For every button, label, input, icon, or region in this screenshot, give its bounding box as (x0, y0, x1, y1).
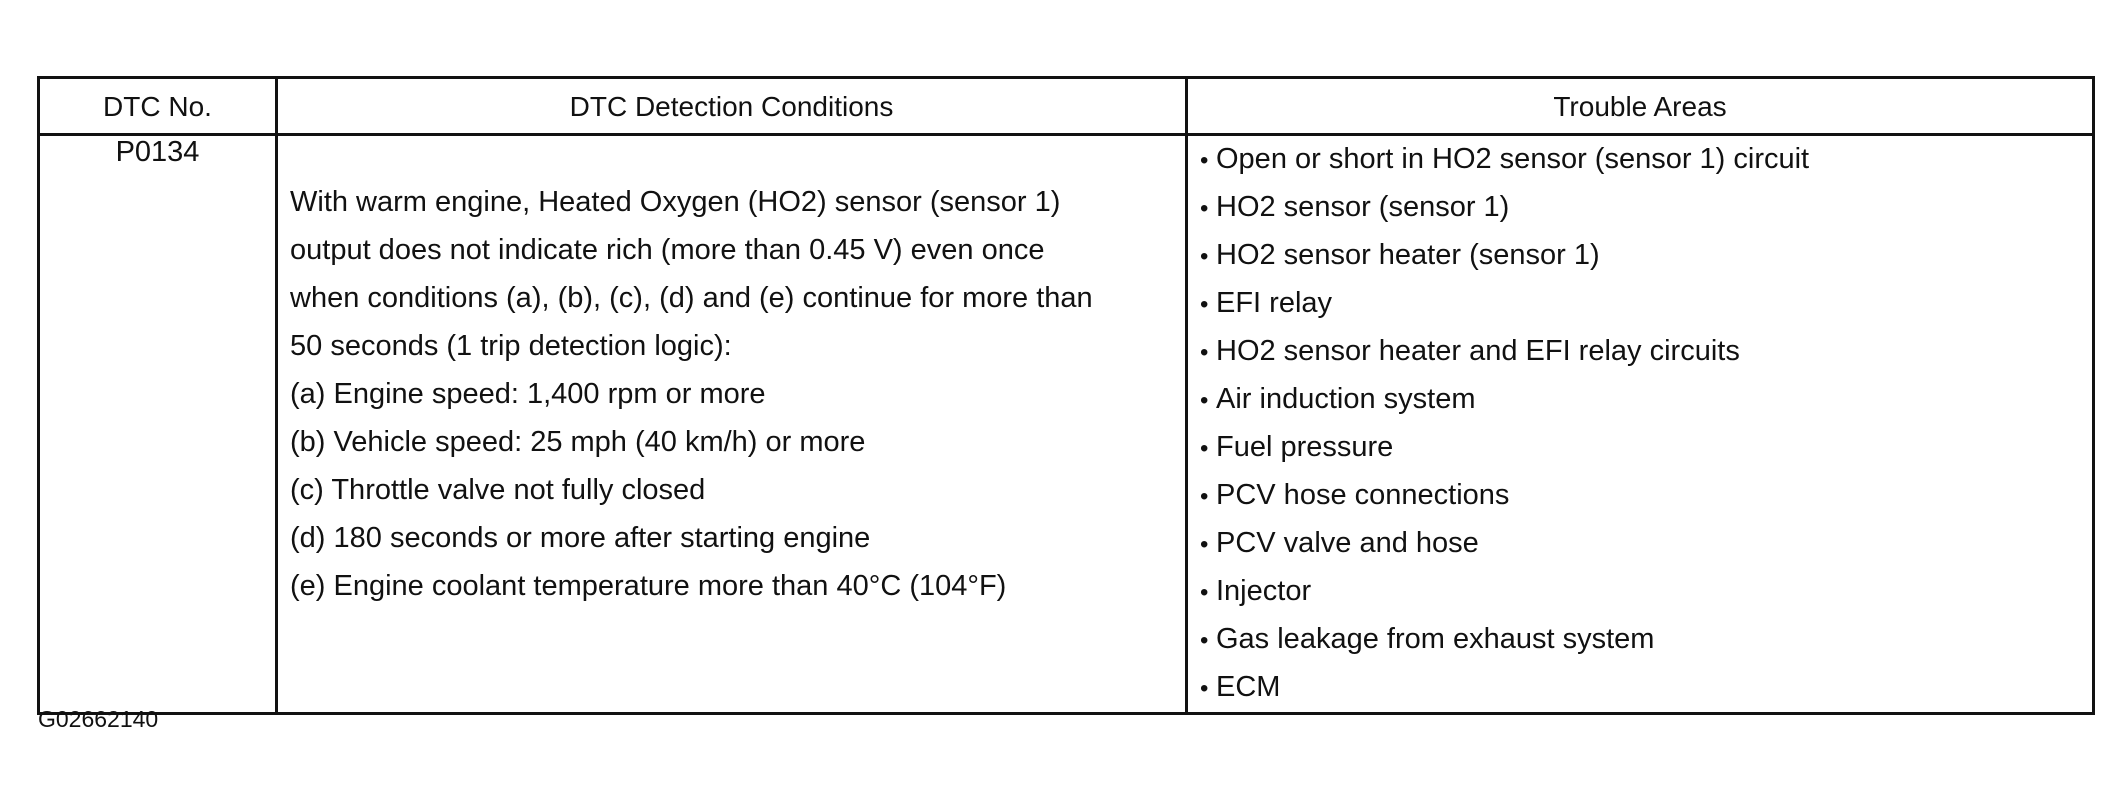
bullet-icon: • (1200, 579, 1209, 606)
list-item (1200, 472, 2092, 520)
header-row (39, 78, 2094, 135)
trouble-area-text: ECM (1216, 671, 1281, 703)
trouble-area-text: Fuel pressure (1216, 431, 1394, 463)
dtc-code: P0134 (39, 135, 277, 714)
bullet-icon: • (1200, 243, 1209, 270)
list-item (1200, 232, 2092, 280)
condition-item: (e) Engine coolant temperature more than 40°C (104°F) (290, 570, 1007, 602)
trouble-area-text: PCV hose connections (1216, 479, 1510, 511)
list-item (1200, 136, 2092, 184)
list-item (1200, 280, 2092, 328)
list-item (1200, 616, 2092, 664)
condition-intro-line: when conditions (a), (b), (c), (d) and (e) continue for more than (290, 282, 1093, 314)
condition-item: (b) Vehicle speed: 25 mph (40 km/h) or more (290, 426, 866, 458)
condition-intro-line: With warm engine, Heated Oxygen (HO2) sensor (sensor 1) (290, 186, 1061, 218)
header-dtc-no: DTC No. (39, 78, 277, 135)
trouble-area-text: HO2 sensor heater and EFI relay circuits (1216, 335, 1740, 367)
list-item (1200, 184, 2092, 232)
bullet-icon: • (1200, 387, 1209, 414)
trouble-area-text: Gas leakage from exhaust system (1216, 623, 1655, 655)
figure-id: G02662140 (38, 706, 159, 732)
list-item (1200, 664, 2092, 712)
bullet-icon: • (1200, 195, 1209, 222)
list-item (1200, 376, 2092, 424)
bullet-icon: • (1200, 435, 1209, 462)
condition-list (290, 370, 1185, 610)
trouble-areas-list (1188, 136, 2092, 712)
list-item (1200, 328, 2092, 376)
detection-conditions-text (278, 136, 1185, 610)
bullet-icon: • (1200, 339, 1209, 366)
trouble-area-text: EFI relay (1216, 287, 1333, 319)
list-item (1200, 568, 2092, 616)
condition-intro-line: output does not indicate rich (more than 0.45 V) even once (290, 234, 1045, 266)
trouble-area-text: Open or short in HO2 sensor (sensor 1) circuit (1216, 143, 1810, 175)
header-trouble-areas: Trouble Areas (1187, 78, 2094, 135)
bullet-icon: • (1200, 483, 1209, 510)
trouble-areas-cell (1187, 135, 2094, 714)
bullet-icon: • (1200, 291, 1209, 318)
bullet-icon: • (1200, 531, 1209, 558)
condition-item: (d) 180 seconds or more after starting engine (290, 522, 871, 554)
bullet-icon: • (1200, 627, 1209, 654)
bullet-icon: • (1200, 675, 1209, 702)
bullet-icon: • (1200, 147, 1209, 174)
trouble-area-text: HO2 sensor heater (sensor 1) (1216, 239, 1600, 271)
detection-conditions-cell (277, 135, 1187, 714)
trouble-area-text: Injector (1216, 575, 1312, 607)
dtc-table (37, 76, 2095, 715)
list-item (1200, 424, 2092, 472)
condition-intro-line: 50 seconds (1 trip detection logic): (290, 330, 732, 362)
list-item (1200, 520, 2092, 568)
condition-item: (a) Engine speed: 1,400 rpm or more (290, 378, 766, 410)
table-row (39, 135, 2094, 714)
trouble-area-text: HO2 sensor (sensor 1) (1216, 191, 1510, 223)
trouble-area-text: PCV valve and hose (1216, 527, 1479, 559)
condition-item: (c) Throttle valve not fully closed (290, 474, 706, 506)
header-detection-conditions: DTC Detection Conditions (277, 78, 1187, 135)
trouble-area-text: Air induction system (1216, 383, 1476, 415)
